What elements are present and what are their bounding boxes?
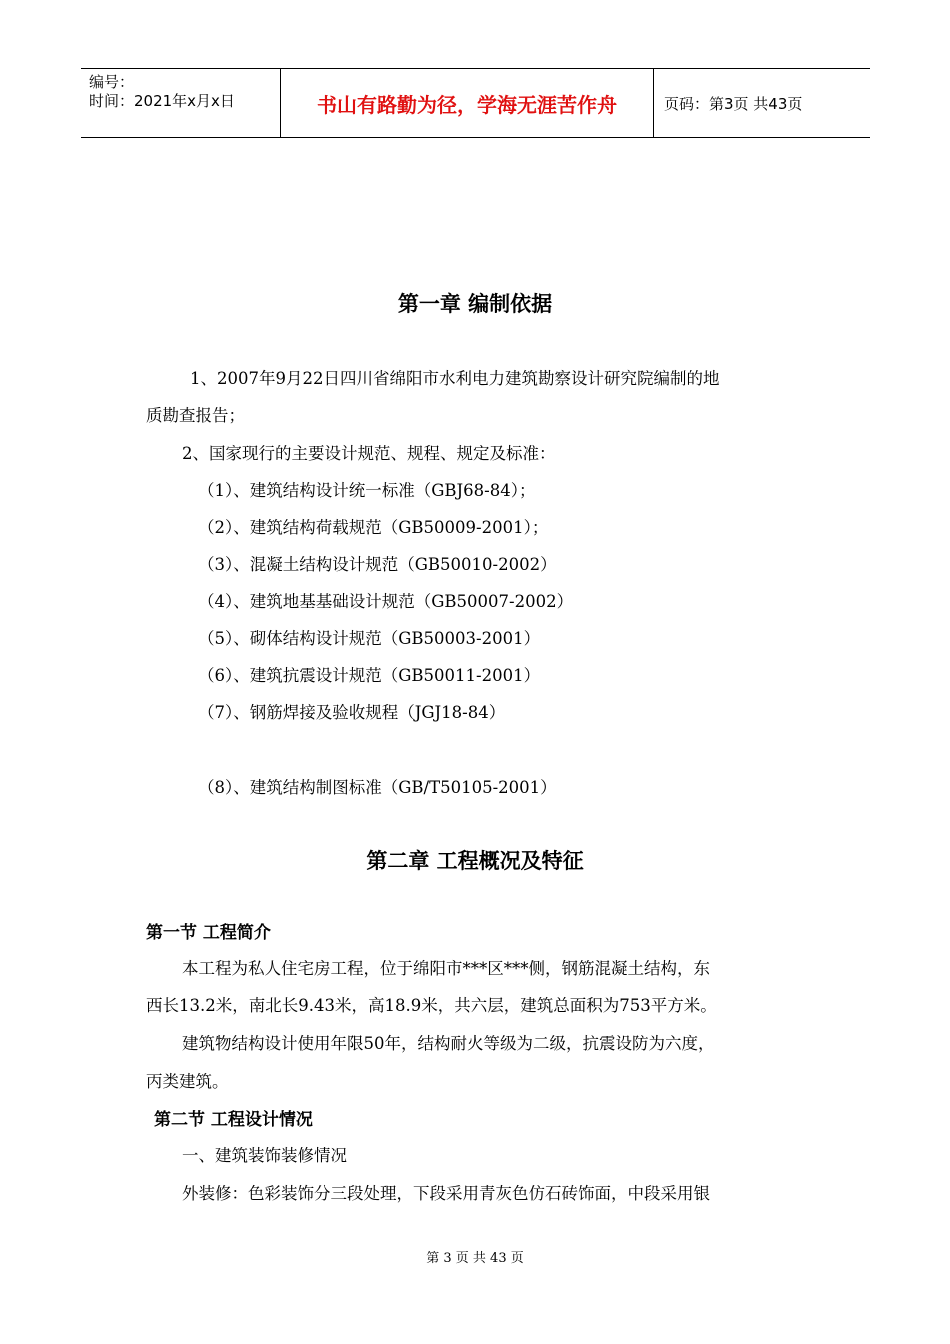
- basis-item-1-line-1: 1、2007年9月22日四川省绵阳市水利电力建筑勘察设计研究院编制的地: [190, 369, 720, 388]
- overview-para-1-line-1: 本工程为私人住宅房工程，位于绵阳市***区***侧，钢筋混凝土结构，东: [182, 959, 710, 978]
- design-subheading-1: 一、建筑装饰装修情况: [182, 1146, 347, 1165]
- overview-para-2-line-1: 建筑物结构设计使用年限50年，结构耐火等级为二级，抗震设防为六度，: [182, 1034, 715, 1053]
- document-number: 编号：: [89, 73, 135, 91]
- header-meta: [81, 69, 281, 137]
- overview-para-2-line-2: 丙类建筑。: [146, 1072, 229, 1091]
- design-para-1-line-1: 外装修：色彩装饰分三段处理，下段采用青灰色仿石砖饰面，中段采用银: [182, 1184, 710, 1203]
- page-footer: 第 3 页 共 43 页: [426, 1251, 524, 1266]
- section-1-title: 第一节 工程简介: [146, 923, 271, 943]
- overview-para-1-line-2: 西长13.2米，南北长9.43米，高18.9米，共六层，建筑总面积为753平方米。: [146, 996, 717, 1015]
- chapter-2-title: 第二章 工程概况及特征: [366, 849, 584, 873]
- header-page-number: 页码：第3页 共43页: [664, 94, 803, 113]
- standard-item: （4）、建筑地基基础设计规范（GB50007-2002）: [198, 592, 574, 611]
- standard-item: （8）、建筑结构制图标准（GB/T50105-2001）: [198, 778, 557, 797]
- standard-item: （2）、建筑结构荷载规范（GB50009-2001）；: [198, 518, 549, 537]
- header-motto: 书山有路勤为径，学海无涯苦作舟: [281, 69, 654, 137]
- basis-item-2: 2、国家现行的主要设计规范、规程、规定及标准：: [182, 444, 556, 463]
- standard-item: （3）、混凝土结构设计规范（GB50010-2002）: [198, 555, 557, 574]
- standard-item: （5）、砌体结构设计规范（GB50003-2001）: [198, 629, 541, 648]
- section-2-title: 第二节 工程设计情况: [154, 1110, 313, 1130]
- standard-item: （7）、钢筋焊接及验收规程（JGJ18-84）: [198, 703, 506, 722]
- document-date: 时间：2021年x月x日: [89, 92, 235, 110]
- basis-item-1-line-2: 质勘查报告；: [146, 406, 245, 425]
- chapter-1-title: 第一章 编制依据: [397, 292, 553, 316]
- standard-item: （6）、建筑抗震设计规范（GB50011-2001）: [198, 666, 541, 685]
- standard-item: （1）、建筑结构设计统一标准（GBJ68-84）；: [198, 481, 536, 500]
- page-header: [81, 68, 870, 138]
